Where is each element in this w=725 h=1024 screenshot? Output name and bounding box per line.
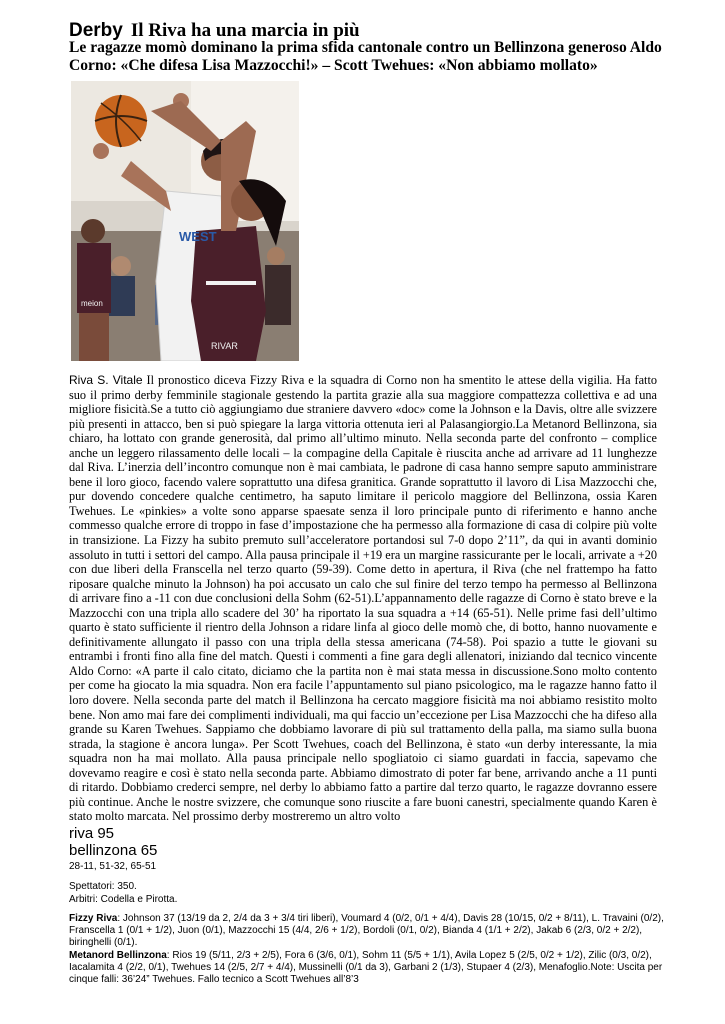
- jersey-text-right: RIVAR: [211, 341, 238, 351]
- basketball-photo: [71, 81, 299, 361]
- box-score: [69, 913, 664, 986]
- jersey-text-background: meion: [81, 299, 103, 308]
- subtitle: Le ragazze momò dominano la prima sfida cantonale contro un Bellinzona generoso Aldo Corno: «Che difesa Lisa Mazzocchi!» – Scott Twehues: «Non abbiamo mollato»: [69, 39, 662, 74]
- home-stats: [69, 913, 664, 950]
- jersey-text-left: WEST: [179, 229, 217, 244]
- match-info: [69, 881, 177, 906]
- article-body: [69, 373, 657, 824]
- away-team-name: Metanord Bellinzona: [69, 949, 167, 961]
- headline-kicker: Derby: [69, 20, 123, 41]
- away-stats-line: : Rios 19 (5/11, 2/3 + 2/5), Fora 6 (3/6, 0/1), Sohm 11 (5/5 + 1/1), Avila Lopez 5 (2/5, 0/2 + 1/2), Zilic (0/3, 0/2), Iacalamita 4 (2/2, 0/1), Twehues 14 (2/5, 2/7 + 4/4), Mussinelli (0/1 da 3), Garbani 2 (1/3), Stupaer 4 (2/3), Menafoglio.Note: Uscita per cinque falli: 36’24” Twehues. Fallo tecnico a Scott Twehues all’8’3: [69, 949, 663, 986]
- home-score: riva 95: [69, 825, 115, 842]
- away-stats: [69, 950, 664, 987]
- basketball-photo-illustration: [71, 81, 299, 361]
- home-stats-line: : Johnson 37 (13/19 da 2, 2/4 da 3 + 3/4 tiri liberi), Voumard 4 (0/2, 0/1 + 4/4), Davis 28 (10/15, 0/2 + 8/11), L. Travaini (0/2), Franscella 1 (0/1 + 1/2), Juon (0/1), Mazzocchi 15 (4/4, 2/6 + 1/2), Bordoli (0/1, 0/2), Bianda 4 (1/1 + 2/2), Jakab 6 (2/3, 0/2 + 2/2), biringhelli (0/1).: [69, 913, 664, 949]
- away-score: bellinzona 65: [69, 842, 158, 859]
- dateline: Riva S. Vitale: [69, 373, 143, 387]
- home-team-name: Fizzy Riva: [69, 913, 118, 924]
- scoreboard: [69, 825, 157, 873]
- article-body-text: Il pronostico diceva Fizzy Riva e la squadra di Corno non ha smentito le attese della vigilia. Ha fatto suo il primo derby femminile stagionale gestendo la partita grazie alla sua maggiore compattezza collettiva e ad una migliore fisicità.Se a tutto ciò aggiungiamo due straniere davvero «doc» come la Johnson e la Davis, oltre alle svizzere più presenti in attacco, ben si può spiegare la larga vittoria ottenuta ieri al Palasangiorgio.La Metanord Bellinzona, sia chiaro, ha lottato con grande generosità, dal primo all’ultimo minuto. Nella seconda parte del confronto – complice anche un leggero rilassamento delle locali – la compagine della Capitale è riuscita anche ad arrivare ad 11 lunghezze dal Riva. L’inerzia dell’incontro comunque non è mai cambiata, le padrone di casa hanno sempre saputo amministrare bene il loro gioco, facendo valere soprattutto una difesa granitica. Grande soprattutto il lavoro di Lisa Mazzocchi che, pur dovendo concedere qualche centimetro, ha saputo limitare il pericolo maggiore del Bellinzona, ossia Karen Twehues. Le «pinkies» a volte sono apparse spaesate senza il loro principale punto di riferimento e hanno anche commesso qualche errore di troppo in fase d’impostazione che ha permesso alla formazione di casa di colpire più volte in transizione. La Fizzy ha subito premuto sull’acceleratore portandosi sul 7-0 dopo 2’11”, da qui in avanti dominio assoluto in tutti i settori del campo. Alla pausa principale il +19 era un margine rassicurante per le locali, arrivate a +20 con due liberi della Franscella nel terzo quarto (59-39). Come detto in apertura, il Riva (che nel frattempo ha fatto riposare qualche minuto la Johnson) ha poi accusato un calo che sul finire del terzo tempo ha permesso al Bellinzona di arrivare fino a -11 con due conclusioni della Sohm (62-51).L’appannamento delle ragazze di Corno è stato breve e la Mazzocchi con una tripla allo scadere del 30’ ha riportato la sua squadra a +14 (65-51). Nelle prime fasi dell’ultimo quarto è stato sufficiente il rientro della Johnson a ridare linfa al gioco delle momò che, di botto, hanno nuovamente e definitivamente allungato il passo con una tripla della stessa americana (74-58). Poi spazio a tutte le giovani su entrambi i fronti fino alla fine del match. Questi i commenti a fine gara degli allenatori, iniziando dal tecnico vincente Aldo Corno: «A parte il calo citato, diciamo che la partita non è mai stata messa in discussione.Sono molto contento per come ha giocato la mia squadra. Non era facile l’appuntamento sul piano psicologico, ma le ragazze hanno fatto il loro dovere. Nella seconda parte del match il Bellinzona ha cercato maggiore fisicità ma noi abbiamo resistito molto bene. Non amo mai fare dei complimenti individuali, ma qui faccio un’eccezione per Lisa Mazzocchi che ha difeso alla grande su Karen Twehues. Sappiamo che dobbiamo lavorare di più sul trattamento della palla, ma siamo sulla buona strada, la stagione è ancora lunga». Per Scott Twehues, coach del Bellinzona, è stato «un derby interessante, la mia squadra non ha mai mollato. Alla pausa principale nello spogliatoio ci siamo guardati in faccia, sapevamo che dovevamo reagire e così è stato nella seconda parte. Abbiamo dimostrato di poter far bene, arrivando anche a 11 punti di ritardo. Dobbiamo crederci sempre, nel derby lo abbiamo fatto a partire dal terzo quarto, le ragazze dovranno essere più continue. Anche le nostre svizzere, che comunque sono riuscite a fare buoni canestri, specialmente quando Karen è stato molto marcata. Nel prossimo derby mostreremo un altro volto: [69, 373, 658, 824]
- spectators: Spettatori: 350.: [69, 881, 137, 892]
- headline: [69, 14, 689, 42]
- quarter-partials: 28-11, 51-32, 65-51: [69, 861, 157, 872]
- headline-title: Il Riva ha una marcia in più: [130, 20, 360, 41]
- referees: Arbitri: Codella e Pirotta.: [69, 893, 178, 905]
